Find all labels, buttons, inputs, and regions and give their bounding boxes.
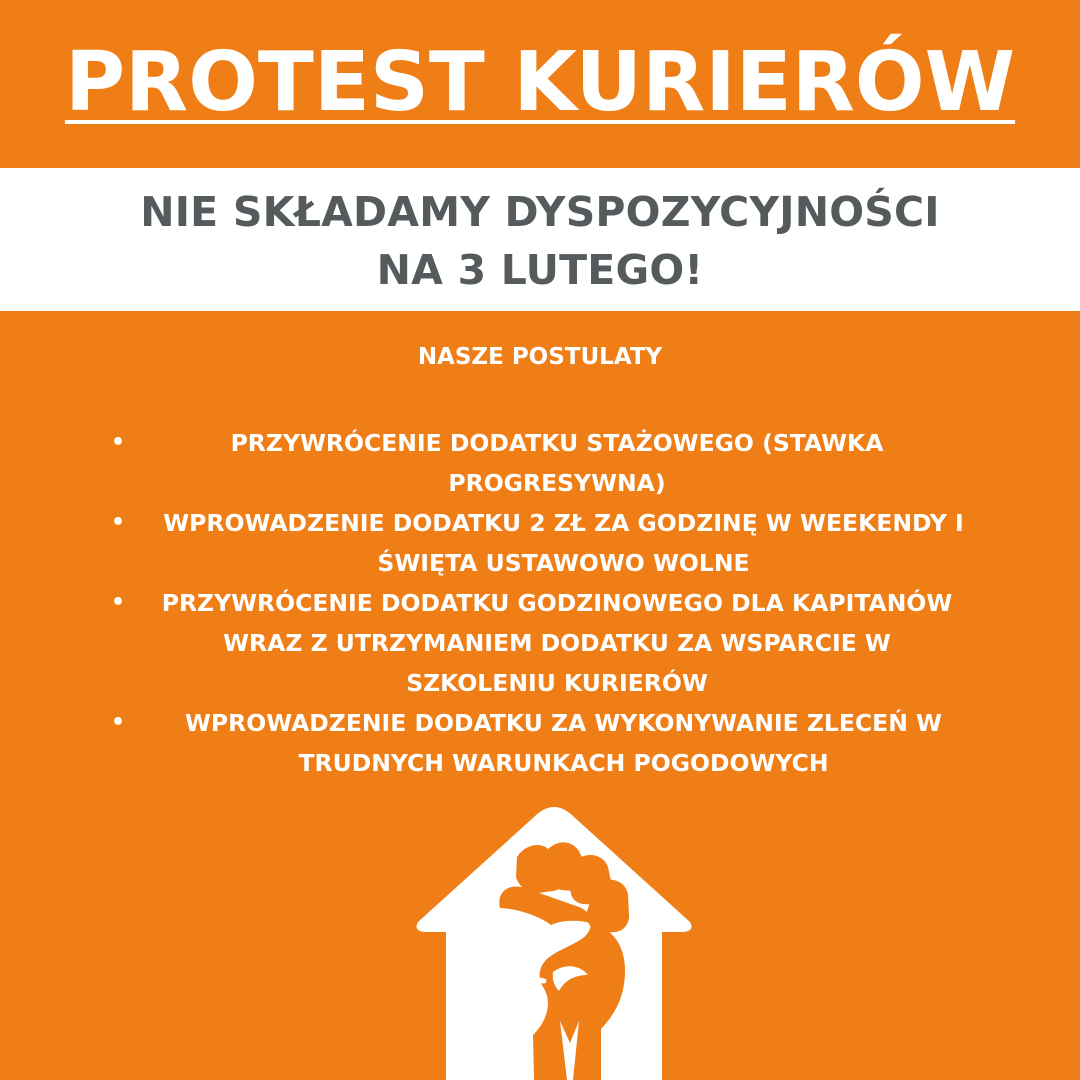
demand-item [102, 423, 992, 503]
bullet-icon: • [110, 590, 126, 615]
demand-text: PRZYWRÓCENIE DODATKU STAŻOWEGO (STAWKA PROGRESYWNA) [230, 429, 884, 497]
demand-text: PRZYWRÓCENIE DODATKU GODZINOWEGO DLA KAPITANÓW WRAZ Z UTRZYMANIEM DODATKU ZA WSPARCIE W SZKOLENIU KURIERÓW [161, 589, 953, 697]
subtitle-line-2: NA 3 LUTEGO! [376, 246, 704, 294]
poster-title [0, 34, 1080, 132]
demands-list [102, 423, 992, 783]
bullet-icon: • [110, 510, 126, 535]
bullet-icon: • [110, 710, 126, 735]
demand-text: WPROWADZENIE DODATKU ZA WYKONYWANIE ZLECEŃ W TRUDNYCH WARUNKACH POGODOWYCH [185, 709, 942, 777]
demands-heading: NASZE POSTULATY [417, 344, 663, 370]
subtitle [0, 183, 1080, 299]
bullet-icon: • [110, 430, 126, 455]
poster-title-text: PROTEST KURIERÓW [64, 35, 1016, 130]
demand-item [102, 503, 992, 583]
subtitle-line-1: NIE SKŁADAMY DYSPOZYCYJNOŚCI [140, 188, 940, 236]
house-with-raised-fist-icon [414, 789, 694, 1080]
demand-item [102, 703, 992, 783]
demand-text: WPROWADZENIE DODATKU 2 ZŁ ZA GODZINĘ W WEEKENDY I ŚWIĘTA USTAWOWO WOLNE [163, 509, 964, 577]
demand-item [102, 583, 992, 703]
